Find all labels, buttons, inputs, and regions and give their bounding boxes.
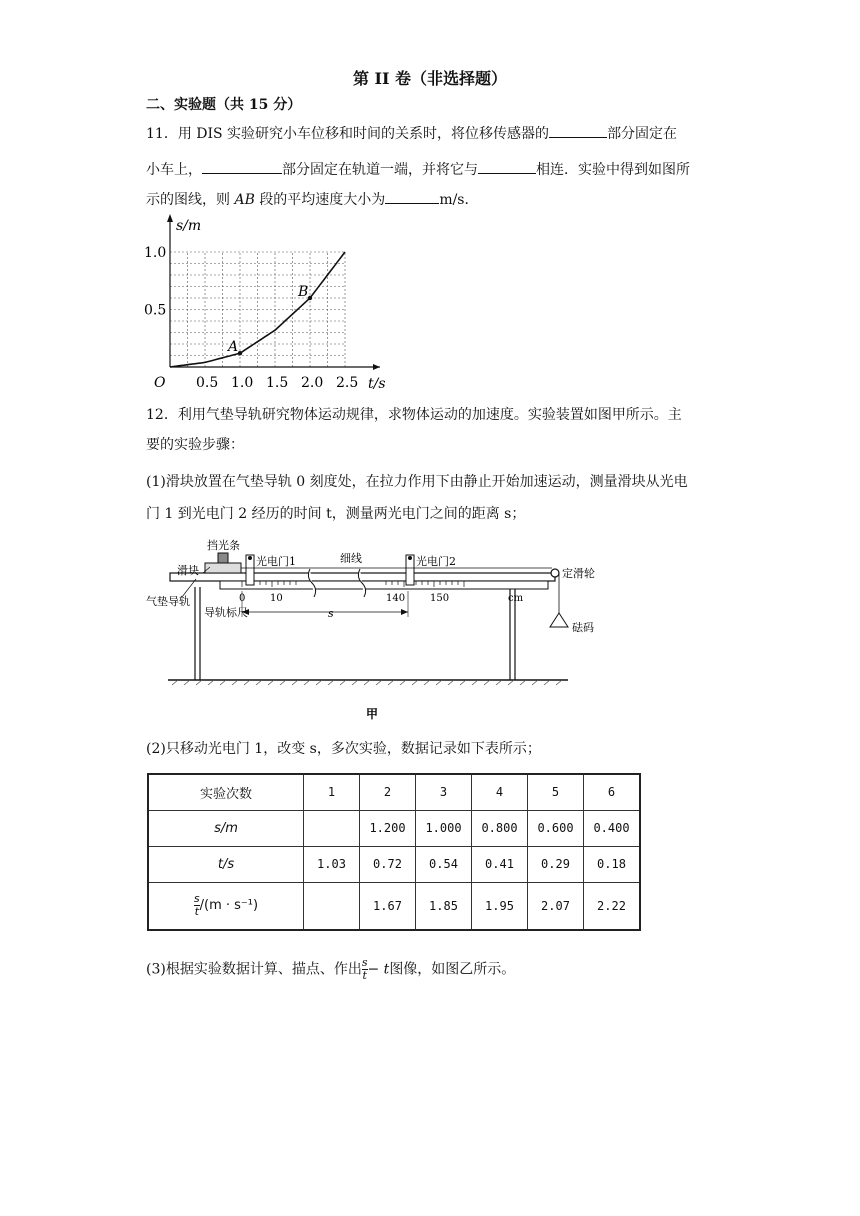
figure-caption: 甲 [366,707,379,721]
photogate-2-sensor [408,556,412,560]
y-axis-arrow [167,214,173,222]
ruler-tick-10: 10 [270,593,283,604]
blank-1 [549,123,607,138]
apparatus-diagram [146,535,610,725]
ruler-unit-cm: cm [508,593,524,604]
table-cell: 0.800 [472,810,528,846]
q11-text-3b: 段的平均速度大小为 [259,192,386,208]
label-pulley: 定滑轮 [562,567,595,580]
section-heading: 二、实验题（共 15 分） [146,97,302,113]
point-label-A: A [228,339,239,356]
table-cell: 0.72 [360,846,416,882]
step3-fraction: $\frac{s}{t}$ [361,956,368,982]
chart-grid [170,252,345,367]
label-gate1: 光电门1 [256,555,296,568]
photogate-1-sensor [248,556,252,560]
shading-strip [218,553,228,563]
table-cell: 1 [304,774,360,810]
ruler-tick-150: 150 [430,593,450,604]
origin-label: O [154,375,166,391]
table-cell: 2.07 [528,882,584,930]
y-tick-label: 0.5 [144,302,167,319]
table-cell: 0.29 [528,846,584,882]
x-tick-label: 2.5 [336,375,359,391]
table-cell: 0.600 [528,810,584,846]
air-track [170,573,555,581]
page-title: 第 II 卷（非选择题） [352,69,508,88]
x-axis-arrow [373,364,380,370]
blank-3 [478,159,536,174]
label-stopper: 挡光条 [207,539,240,552]
q11-line2 [146,159,690,179]
table-row-t [148,846,640,882]
table-cell: 2 [360,774,416,810]
table-cell: 0.400 [584,810,641,846]
table-cell [304,810,360,846]
q12-line2: 要的实验步骤： [146,437,244,453]
y-axis-label: s/m [176,218,202,234]
table-cell: 1.95 [472,882,528,930]
row-header-s: s/m [148,810,304,846]
table-cell: 1.03 [304,846,360,882]
data-point-A [238,351,242,355]
x-tick-label: 0.5 [196,375,219,391]
table-cell: 2.22 [584,882,641,930]
label-thread: 细线 [340,552,362,565]
data-table [147,773,641,931]
weight [550,613,568,627]
blank-4 [385,189,439,204]
table-cell: 1.67 [360,882,416,930]
q12-step2: (2)只移动光电门 1，改变 s，多次实验，数据记录如下表所示； [146,741,541,757]
table-cell: 5 [528,774,584,810]
row-header-t: t/s [148,846,304,882]
x-tick-label: 1.5 [266,375,289,391]
q11-line1 [146,123,677,143]
label-gate2: 光电门2 [416,555,456,568]
table-cell: 1.85 [416,882,472,930]
s-arrow-right-head [401,609,408,615]
table-cell: 0.18 [584,846,641,882]
x-tick-label: 2.0 [301,375,324,391]
chart-marks [144,218,386,392]
q11-text-3a: 示的图线，则 [146,192,230,208]
label-s: s [328,607,334,620]
table-cell: 0.41 [472,846,528,882]
q12-step3b: 图像，如图乙所示。 [389,961,516,978]
label-ruler: 导轨标尺 [204,606,248,619]
q11-line3 [146,189,479,209]
table-cell: 1.200 [360,810,416,846]
blank-2 [202,159,282,174]
label-weight: 砝码 [572,621,594,634]
table-cell: 0.54 [416,846,472,882]
q11-text-3c: m/s． [439,192,479,208]
track-ruler [220,581,548,589]
q12-step3a: (3)根据实验数据计算、描点、作出 [146,961,362,978]
x-tick-label: 1.0 [231,375,254,391]
q12-step3: (3)根据实验数据计算、描点、作出 $\frac{s}{t}$ − t图像，如图乙所示。 [146,956,516,982]
point-label-B: B [298,284,309,300]
table-row-v [148,882,640,930]
x-axis-label: t/s [368,376,386,392]
header-fraction: $\frac{s}{t}$ [193,892,200,919]
q11-text-2b: 部分固定在轨道一端，并将它与 [282,162,478,178]
q11-ab: AB [234,192,255,208]
q11-text-1a: 11．用 DIS 实验研究小车位移和时间的关系时，将位移传感器的 [146,126,550,142]
q12-step1a: (1)滑块放置在气垫导轨 0 刻度处，在拉力作用下由静止开始加速运动，测量滑块从光电 [146,474,688,490]
table-row-trials [148,774,640,810]
q11-text-1b: 部分固定在 [607,126,678,142]
table-cell: 6 [584,774,641,810]
table-cell: 4 [472,774,528,810]
ruler-tick-0: 0 [239,593,246,604]
label-track: 气垫导轨 [146,595,190,608]
row-header-trials: 实验次数 [148,774,304,810]
table-cell: 3 [416,774,472,810]
table-cell [304,882,360,930]
pulley [551,569,559,577]
table-row-s [148,810,640,846]
q12-line1: 12．利用气垫导轨研究物体运动规律，求物体运动的加速度。实验装置如图甲所示。主 [146,407,682,423]
label-slider: 滑块 [177,564,199,577]
data-point-B [308,296,312,300]
y-tick-label: 1.0 [144,245,167,261]
q12-step1b: 门 1 到光电门 2 经历的时间 t，测量两光电门之间的距离 s； [146,506,526,522]
row-header-v: $\frac{s}{t}$ /(m · s⁻¹) [148,882,304,930]
table-cell: 1.000 [416,810,472,846]
q11-text-2c: 相连．实验中得到如图所 [536,162,690,178]
s-t-chart [140,208,400,392]
q11-text-2a: 小车上， [146,162,202,178]
ruler-tick-140: 140 [386,593,406,604]
slider-block [205,563,241,573]
